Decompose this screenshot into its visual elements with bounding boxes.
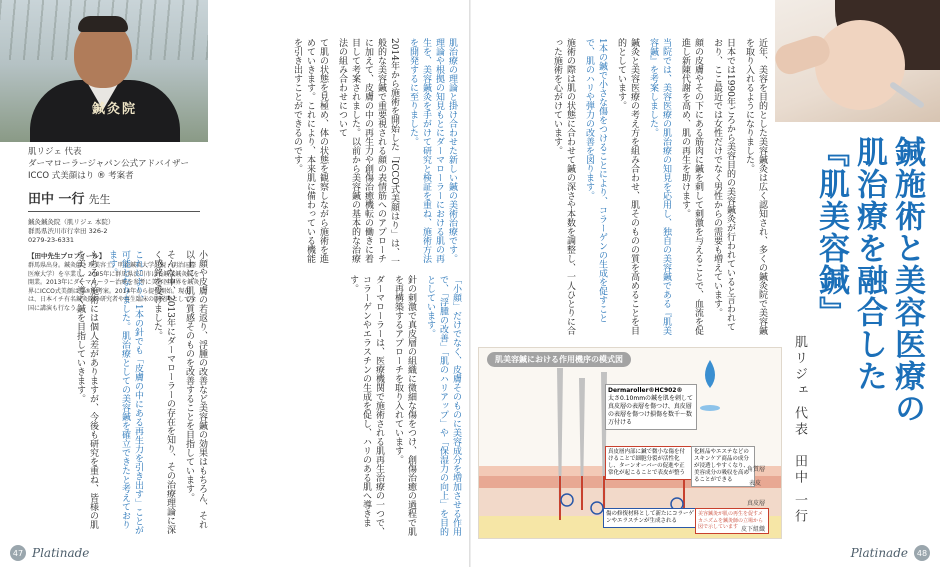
article-paragraph: 当院では、美容医療の肌治療の知見を応用し、独自の美容鍼である『肌美容鍼』を考案しました。 bbox=[648, 38, 671, 335]
right-upper-columns bbox=[478, 38, 768, 338]
profile-heading: 【田中先生プロフィール】 bbox=[28, 252, 106, 260]
article-paragraph: 日本では1990年ごろから美容目的の美容鍼灸が行われていると言われており、ここ最近では女性だけでなく男性からの需要も増えています。 bbox=[712, 38, 735, 331]
left-page-footer bbox=[10, 545, 89, 561]
device-callout bbox=[605, 384, 697, 430]
clinic-name: 鍼灸鍼灸院（肌リジェ 本院） bbox=[28, 218, 115, 226]
right-page-footer bbox=[851, 545, 930, 561]
article-paragraph: 近年、美容を目的とした美容鍼灸は広く認知され、多くの鍼灸院で美容鍼を取り入れるようになりました。 bbox=[744, 38, 767, 335]
article-paragraph: 1本の鍼で小さな傷をつけることにより、コラーゲンの生成を促すことで、肌のハリや弾力の改善を図ります。 bbox=[584, 38, 607, 323]
serum-droplet bbox=[705, 360, 715, 388]
article-paragraph: 針の刺激で真皮層の組織に微細な傷をつけ、創傷治癒の過程で肌を再構築するアプローチを取り入れています。 bbox=[393, 275, 416, 536]
profile-text: 群馬県出身。鍼灸師・理美容士。明治鍼灸大学（現・明治国際医療大学）を卒業し、2005年に群馬県渋川市にて鍼灸鍼灸院を開業。2013年にダーマローラー治療を参考に美容医療界を鍼灸界にICCO式美顔はり®を考案。2014年から提供開始。現在は、日本イチ有名鍼灸院の研究者や再生臨床の開発陣として全国に講演も行なう。 bbox=[28, 262, 200, 312]
article-paragraph: 施術の際は肌の状態に合わせて鍼の深さや本数を調整し、一人ひとりに合った施術を心がけています。 bbox=[552, 38, 575, 335]
profile-title-3: ICCO 式美顔はり ® 考案者 bbox=[28, 171, 134, 181]
layer-label-subcutis: 皮下組織 bbox=[741, 526, 766, 533]
article-paragraph: 2014年から施術を開始した「ICCO式美顔はり」は、一般的な美容鍼で重要視される顔の表情筋へのアプローチに加えて、皮膚の中の再生力や創傷治癒機転の働きに着目して考案されました。以前から美容鍼の基本的な治療法の組み合わせについて bbox=[337, 38, 399, 266]
layer-label-epidermis: 表皮 bbox=[749, 480, 762, 487]
article-paragraph: そんな中、2013年にダーマローラーの存在を知り、その治療理論に深く感銘を受けました。 bbox=[152, 250, 175, 534]
article-title-line-1: 鍼施術と美容医療の bbox=[889, 136, 925, 424]
left-upper-columns bbox=[212, 38, 458, 268]
page-number: 47 bbox=[10, 545, 26, 561]
article-title bbox=[812, 136, 926, 436]
callout-bottom: 傷の修復材料として新たにコラーゲンやエラスチンが生成される bbox=[603, 508, 701, 528]
article-paragraph: これにより、1本の針でも「皮膚の中にある再生力を引き出す」ことが可能となりました。肌治療としての美容鍼を確立できたと考えております。 bbox=[107, 250, 143, 535]
left-bottom-columns bbox=[28, 250, 208, 537]
doctor-name: 田中 一行 bbox=[28, 192, 85, 207]
droplet-splash bbox=[700, 405, 720, 411]
profile-title-2: ダーマローラージャパン公式アドバイザー bbox=[28, 159, 189, 169]
clinic-address: 群馬県渋川市行幸田 326-2 bbox=[28, 227, 108, 235]
callout-right: 化粧品やエステなどのスキンケア商品の成分が浸透しやすくなり、美容成分の吸収を高めることができる bbox=[691, 446, 755, 487]
article-paragraph: て肌の状態を見極め、体の状態を観察しながら施術を進めていきます。これにより、本来肌に備わっている機能を引き出すことができるのです。 bbox=[292, 38, 328, 263]
profile-title-1: 肌リジェ 代表 bbox=[28, 147, 82, 157]
page-number: 48 bbox=[914, 545, 930, 561]
doctor-portrait-photo bbox=[0, 0, 208, 142]
clinic-phone: 0279-23-6331 bbox=[28, 236, 75, 244]
facial-treatment-photo bbox=[775, 0, 940, 122]
article-paragraph: 肌治療の理論と掛け合わせた新しい鍼の美術治療です。理論や根拠の知見もとにダーマローラーにおける肌の再生を、美容鍼灸を手がけて研究と検証を重ね、施術方法を開発するに至りました。 bbox=[408, 38, 457, 263]
left-lower-columns bbox=[212, 275, 462, 537]
mechanism-diagram bbox=[478, 347, 782, 539]
diagram-note: 美容鍼灸が肌の再生を促すメカニズムを鍼灸師の立場から図で示しています bbox=[695, 508, 769, 534]
article-byline: 肌リジェ 代表 田中 一行 bbox=[792, 335, 807, 526]
article-paragraph: 小顔や皮膚の若返り、浮腫の改善など美容鍼の効果はもちろん、それ以上に、肌の質感そのものを改善することを目指しています。 bbox=[184, 250, 207, 529]
page-gutter bbox=[469, 0, 471, 567]
clinic-logo-text: 鍼灸院 bbox=[92, 102, 138, 117]
callout-left: 真皮層内部に鍼で微小な傷を付けることで細胞分裂が活性化し、ターンオーバーの促進や正常化が起こることで表皮が整う bbox=[605, 446, 693, 480]
article-paragraph: 顔の皮膚やその下にある筋肉に鍼を刺して刺激を与えることで、血流を促進し新陳代謝を高め、肌の再生を助けます。 bbox=[680, 38, 703, 335]
article-title-line-2: 肌治療を融合した『肌美容鍼』 bbox=[813, 136, 887, 392]
article-paragraph: 鍼灸と美容医療の考え方を組み合わせ、肌そのものの質を高めることを目的としています。 bbox=[616, 38, 639, 335]
device-label: Dermaroller®HC902® bbox=[608, 387, 683, 394]
magazine-brand: Platinade bbox=[32, 546, 90, 560]
doctor-honorific: 先生 bbox=[88, 193, 111, 206]
doctor-name-row bbox=[28, 188, 200, 212]
article-paragraph: ダーマローラーは、医療機関で施術される肌再生治療の一つで、コラーゲンやエラスチンの生成を促し、ハリのある肌へ導きます。 bbox=[348, 275, 384, 536]
article-paragraph: 「小顔」だけでなく、皮膚そのものに美容成分を増加させる作用で、「浮腫の改善」「肌のハリアップ」や「保湿力の向上」を目的としています。 bbox=[425, 275, 461, 536]
layer-label-dermis: 真皮層 bbox=[747, 500, 766, 507]
diagram-title: 肌美容鍼における作用機序の模式図 bbox=[487, 352, 631, 367]
clinic-info bbox=[28, 218, 200, 245]
article-paragraph: もちろん施術には個人差がありますが、今後も研究を重ね、皆様の肌を美しく導く鍼を目指していきます。 bbox=[75, 250, 98, 529]
magazine-brand: Platinade bbox=[850, 546, 908, 560]
device-description: 太さ0.10mmの鍼を肌を刺して真皮層の表層を傷つけ、真皮層の表層を傷つけ損傷を数千～数万付ける bbox=[608, 395, 694, 426]
layer-label-stratum: 角質層 bbox=[747, 466, 766, 473]
